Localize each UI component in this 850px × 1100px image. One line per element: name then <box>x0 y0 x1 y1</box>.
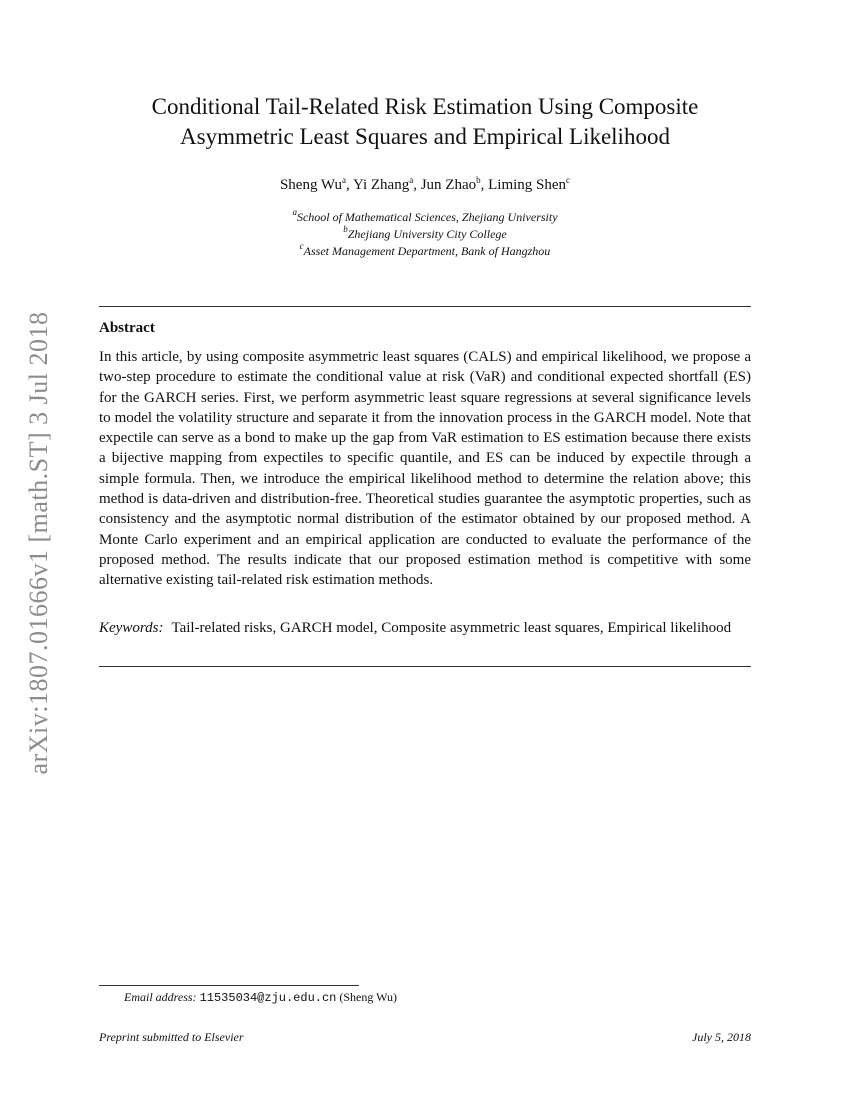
author-affil-mark: c <box>566 175 571 185</box>
affiliation <box>100 209 750 226</box>
abstract-heading: Abstract <box>99 320 155 336</box>
keywords <box>99 618 751 638</box>
paper-title <box>100 92 750 152</box>
abstract-body: In this article, by using composite asymmetric least squares (CALS) and empirical likelihood, we propose a two-step procedure to estimate the conditional value at risk (VaR) and conditional expected shortfall (ES) for the GARCH series. First, we perform asymmetric least square regressions at several significance levels to model the volatility structure and separate it from the innovation process in the GARCH model. Note that expectile can serve as a bond to make up the gap from VaR estimation to ES estimation because there exists a bijective mapping from expectiles to specific quantile, and ES can be induced by expectile through a simple formula. Then, we introduce the empirical likelihood method to determine the relation above; this method is data-driven and distribution-free. Theoretical studies guarantee the asymptotic properties, such as consistency and the asymptotic normal distribution of the estimator obtained by our proposed method. A Monte Carlo experiment and an empirical application are conducted to evaluate the performance of the proposed method. The results indicate that our proposed estimation method is competitive with some alternative existing tail-related risk estimation methods. <box>99 349 751 589</box>
author-separator: , <box>413 177 421 193</box>
footnote-label: Email address: <box>124 990 197 1004</box>
affiliation-text: Asset Management Department, Bank of Hangzhou <box>303 244 551 258</box>
keywords-text: Tail-related risks, GARCH model, Composite asymmetric least squares, Empirical likelihood <box>171 620 732 636</box>
affiliation-text: Zhejiang University City College <box>347 227 507 241</box>
author-affil-mark: a <box>409 175 414 185</box>
author-name: Yi Zhang <box>352 177 410 193</box>
author-separator: , <box>480 177 489 193</box>
footnote-owner: (Sheng Wu) <box>339 990 398 1004</box>
author <box>353 177 421 193</box>
title-line-1: Conditional Tail-Related Risk Estimation Using Composite <box>151 94 699 119</box>
abstract-bottom-rule <box>99 666 751 667</box>
author-name: Sheng Wu <box>279 177 342 193</box>
author-separator: , <box>346 177 353 193</box>
abstract-top-rule <box>99 306 751 307</box>
preprint-date: July 5, 2018 <box>692 1030 751 1044</box>
affiliation-mark: c <box>299 241 304 251</box>
affiliation <box>100 226 750 243</box>
footnote <box>124 989 397 1006</box>
affiliation-mark: b <box>343 224 348 234</box>
author <box>280 177 353 193</box>
affiliation-text: School of Mathematical Sciences, Zhejiang University <box>296 210 558 224</box>
author-affil-mark: b <box>476 175 481 185</box>
author-name: Jun Zhao <box>420 177 477 193</box>
arxiv-identifier-stamp: arXiv:1807.01666v1 [math.ST] 3 Jul 2018 <box>24 311 53 775</box>
title-line-2: Asymmetric Least Squares and Empirical Likelihood <box>180 124 670 149</box>
footnote-email: 11535034@zju.edu.cn <box>199 991 337 1005</box>
author-affil-mark: a <box>342 175 346 185</box>
author-name: Liming Shen <box>488 177 567 193</box>
footnote-rule <box>99 985 359 986</box>
author <box>488 177 570 193</box>
author <box>421 177 488 193</box>
preprint-note: Preprint submitted to Elsevier <box>99 1030 244 1044</box>
affiliation-mark: a <box>292 207 297 217</box>
keywords-label: Keywords: <box>99 620 164 636</box>
affiliation <box>100 243 750 260</box>
affiliation-list <box>100 209 750 260</box>
author-list <box>100 175 750 195</box>
